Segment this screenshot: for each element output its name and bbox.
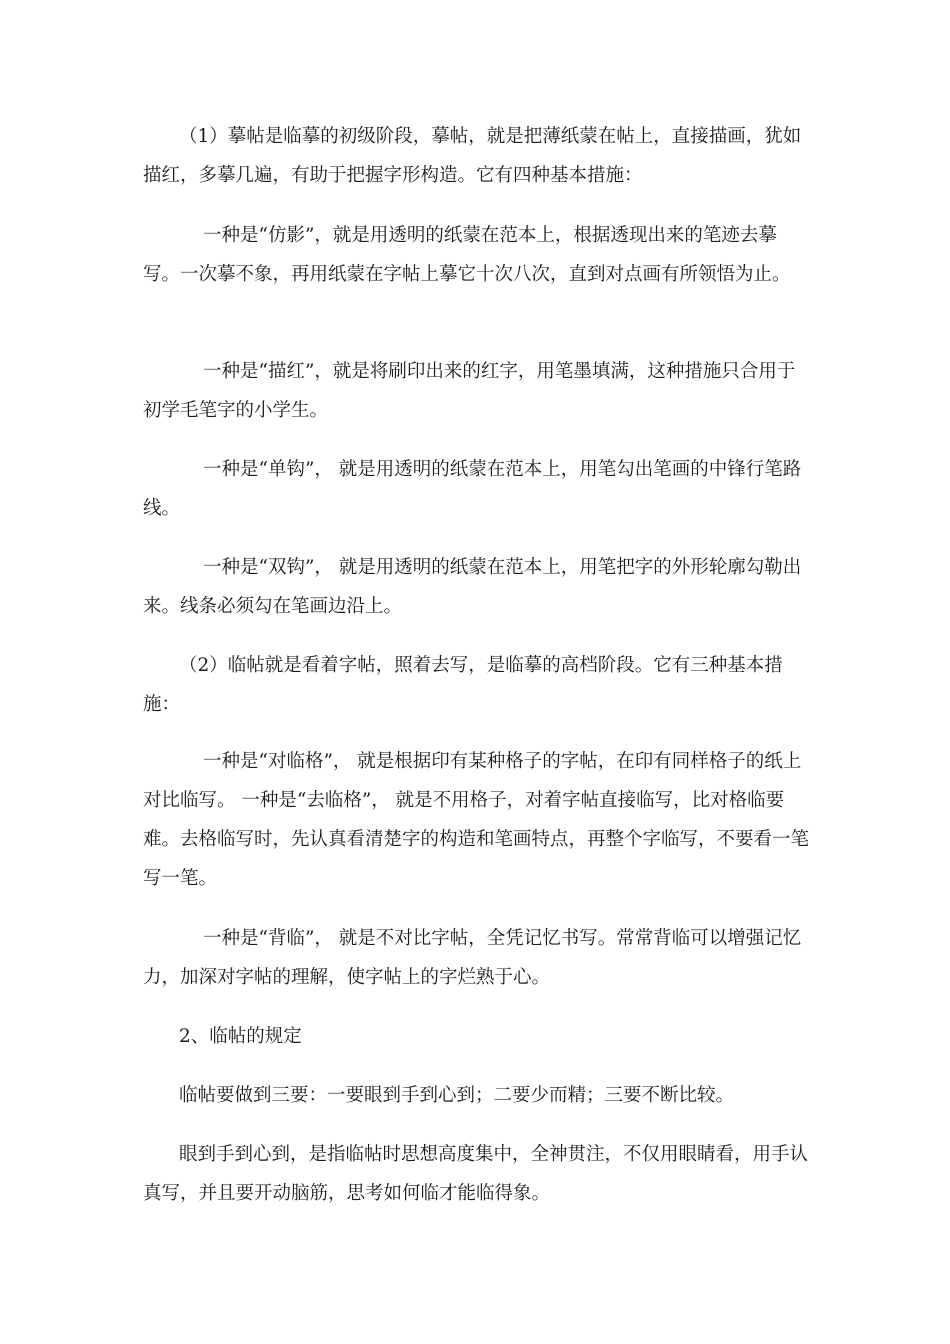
paragraph-three-requirements: 临帖要做到三要：一要眼到手到心到；二要少而精；三要不断比较。: [179, 1085, 735, 1106]
paragraph-tracing-intro: （1）摹帖是临摹的初级阶段，摹帖，就是把薄纸蒙在帖上，直接描画，犹如描红，多摹几遍，有助于把握字形构造。它有四种基本措施：: [143, 126, 802, 186]
paragraph-dangou: 一种是“单钩”， 就是用透明的纸蒙在范本上，用笔勾出笔画的中锋行笔路线。: [143, 459, 802, 519]
paragraph-memory-copying: 一种是“背临”， 就是不对比字帖，全凭记忆书写。常常背临可以增强记忆力，加深对字帖的理解，使字帖上的字烂熟于心。: [143, 928, 802, 988]
paragraph-copying-intro: （2）临帖就是看着字帖，照着去写，是临摹的高档阶段。它有三种基本措施：: [143, 655, 783, 715]
paragraph-focus: 眼到手到心到，是指临帖时思想高度集中，全神贯注，不仅用眼睛看，用手认真写，并且要开动脑筋，思考如何临才能临得象。: [143, 1144, 809, 1204]
paragraph-fangying: 一种是“仿影”，就是用透明的纸蒙在范本上，根据透现出来的笔迹去摹写。一次摹不象，再用纸蒙在字帖上摹它十次八次，直到对点画有所领悟为止。: [143, 225, 791, 285]
paragraph-shuanggou: 一种是“双钩”， 就是用透明的纸蒙在范本上，用笔把字的外形轮廓勾勒出来。线条必须勾在笔画边沿上。: [143, 557, 802, 617]
paragraph-grid-copying: 一种是“对临格”， 就是根据印有某种格子的字帖，在印有同样格子的纸上对比临写。 一种是“去临格”， 就是不用格子，对着字帖直接临写，比对格临要难。去格临写时，先认真看清楚字的构造和笔画特点，再整个字临写，不要看一笔写一笔。: [143, 751, 810, 889]
section-heading-copying-rules: 2、临帖的规定: [179, 1026, 302, 1047]
paragraph-miaohong: 一种是“描红”，就是将刷印出来的红字，用笔墨填满，这种措施只合用于初学毛笔字的小学生。: [143, 361, 796, 421]
